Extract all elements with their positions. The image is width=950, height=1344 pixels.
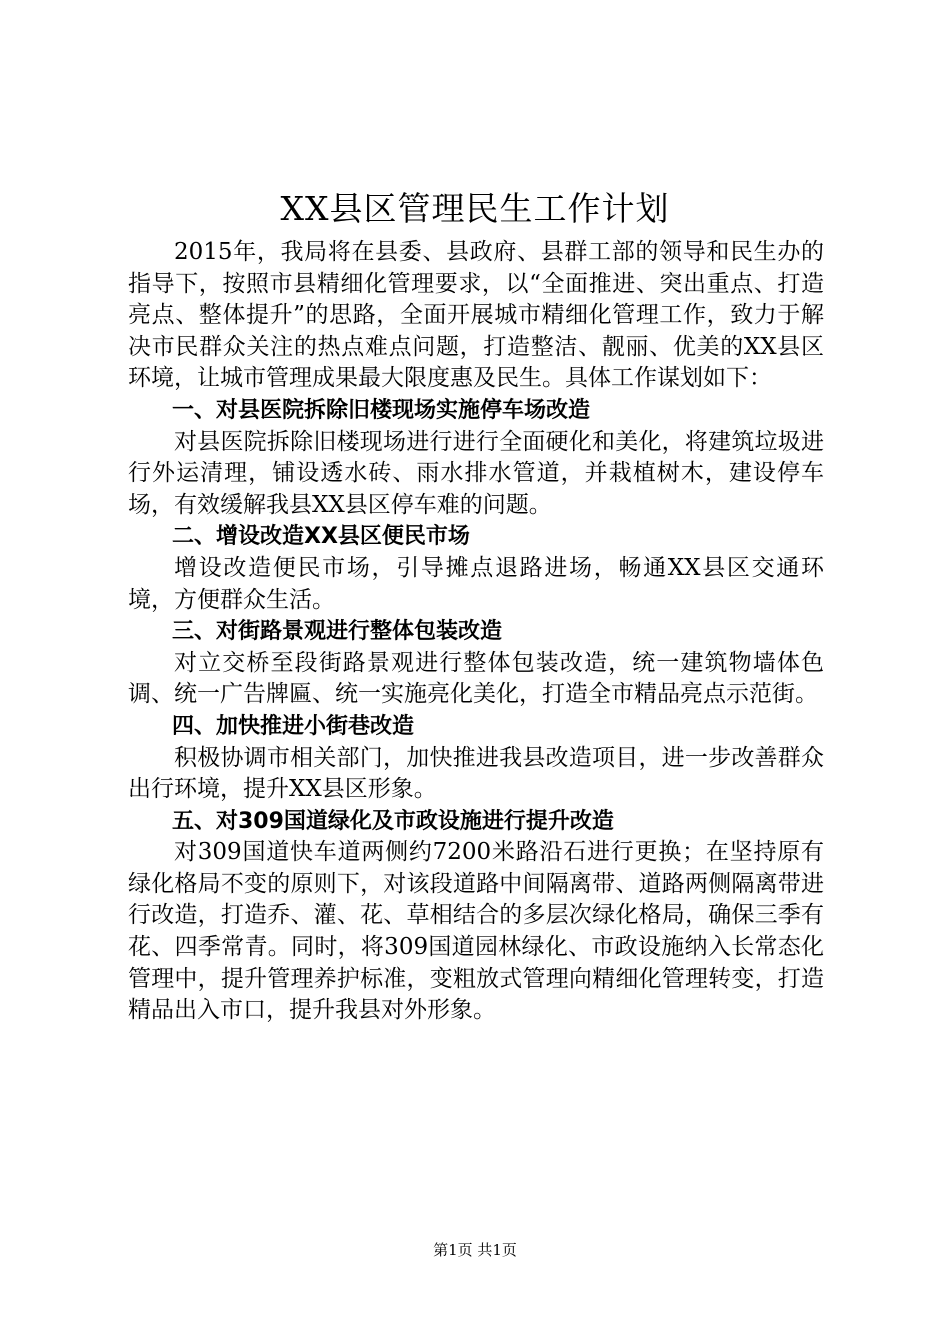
page-footer: 第1页 共1页 [433, 1241, 517, 1259]
section-text-3: 对立交桥至段街路景观进行整体包装改造，统一建筑物墙体色调、统一广告牌匾、统一实施亮化美化，打造全市精品亮点示范街。 [128, 649, 824, 708]
document-body [128, 237, 824, 1027]
document-title: XX县区管理民生工作计划 [280, 189, 670, 228]
section-text-4: 积极协调市相关部门，加快推进我县改造项目，进一步改善群众出行环境，提升XX县区形象。 [128, 744, 824, 803]
section-heading-1: 一、对县医院拆除旧楼现场实施停车场改造 [172, 397, 591, 423]
section-heading-5: 五、对309国道绿化及市政设施进行提升改造 [172, 808, 614, 834]
section-text-1: 对县医院拆除旧楼现场进行进行全面硬化和美化，将建筑垃圾进行外运清理，铺设透水砖、雨水排水管道，并栽植树木，建设停车场，有效缓解我县XX县区停车难的问题。 [128, 428, 824, 518]
section-text-2: 增设改造便民市场，引导摊点退路进场，畅通XX县区交通环境，方便群众生活。 [128, 554, 824, 613]
section-heading-4: 四、加快推进小街巷改造 [172, 713, 415, 739]
intro-paragraph: 2015年，我局将在县委、县政府、县群工部的领导和民生办的指导下，按照市县精细化管理要求，以“全面推进、突出重点、打造亮点、整体提升”的思路，全面开展城市精细化管理工作，致力于解决市民群众关注的热点难点问题，打造整洁、靓丽、优美的XX县区环境，让城市管理成果最大限度惠及民生。具体工作谋划如下： [128, 239, 824, 392]
section-heading-2: 二、增设改造XX县区便民市场 [172, 524, 470, 550]
section-heading-3: 三、对街路景观进行整体包装改造 [172, 619, 503, 645]
section-text-5: 对309国道快车道两侧约7200米路沿石进行更换；在坚持原有绿化格局不变的原则下，对该段道路中间隔离带、道路两侧隔离带进行改造，打造乔、灌、花、草相结合的多层次绿化格局，确保三季有花、四季常青。同时，将309国道园林绿化、市政设施纳入长常态化管理中，提升管理养护标准，变粗放式管理向精细化管理转变，打造精品出入市口，提升我县对外形象。 [128, 839, 824, 1024]
